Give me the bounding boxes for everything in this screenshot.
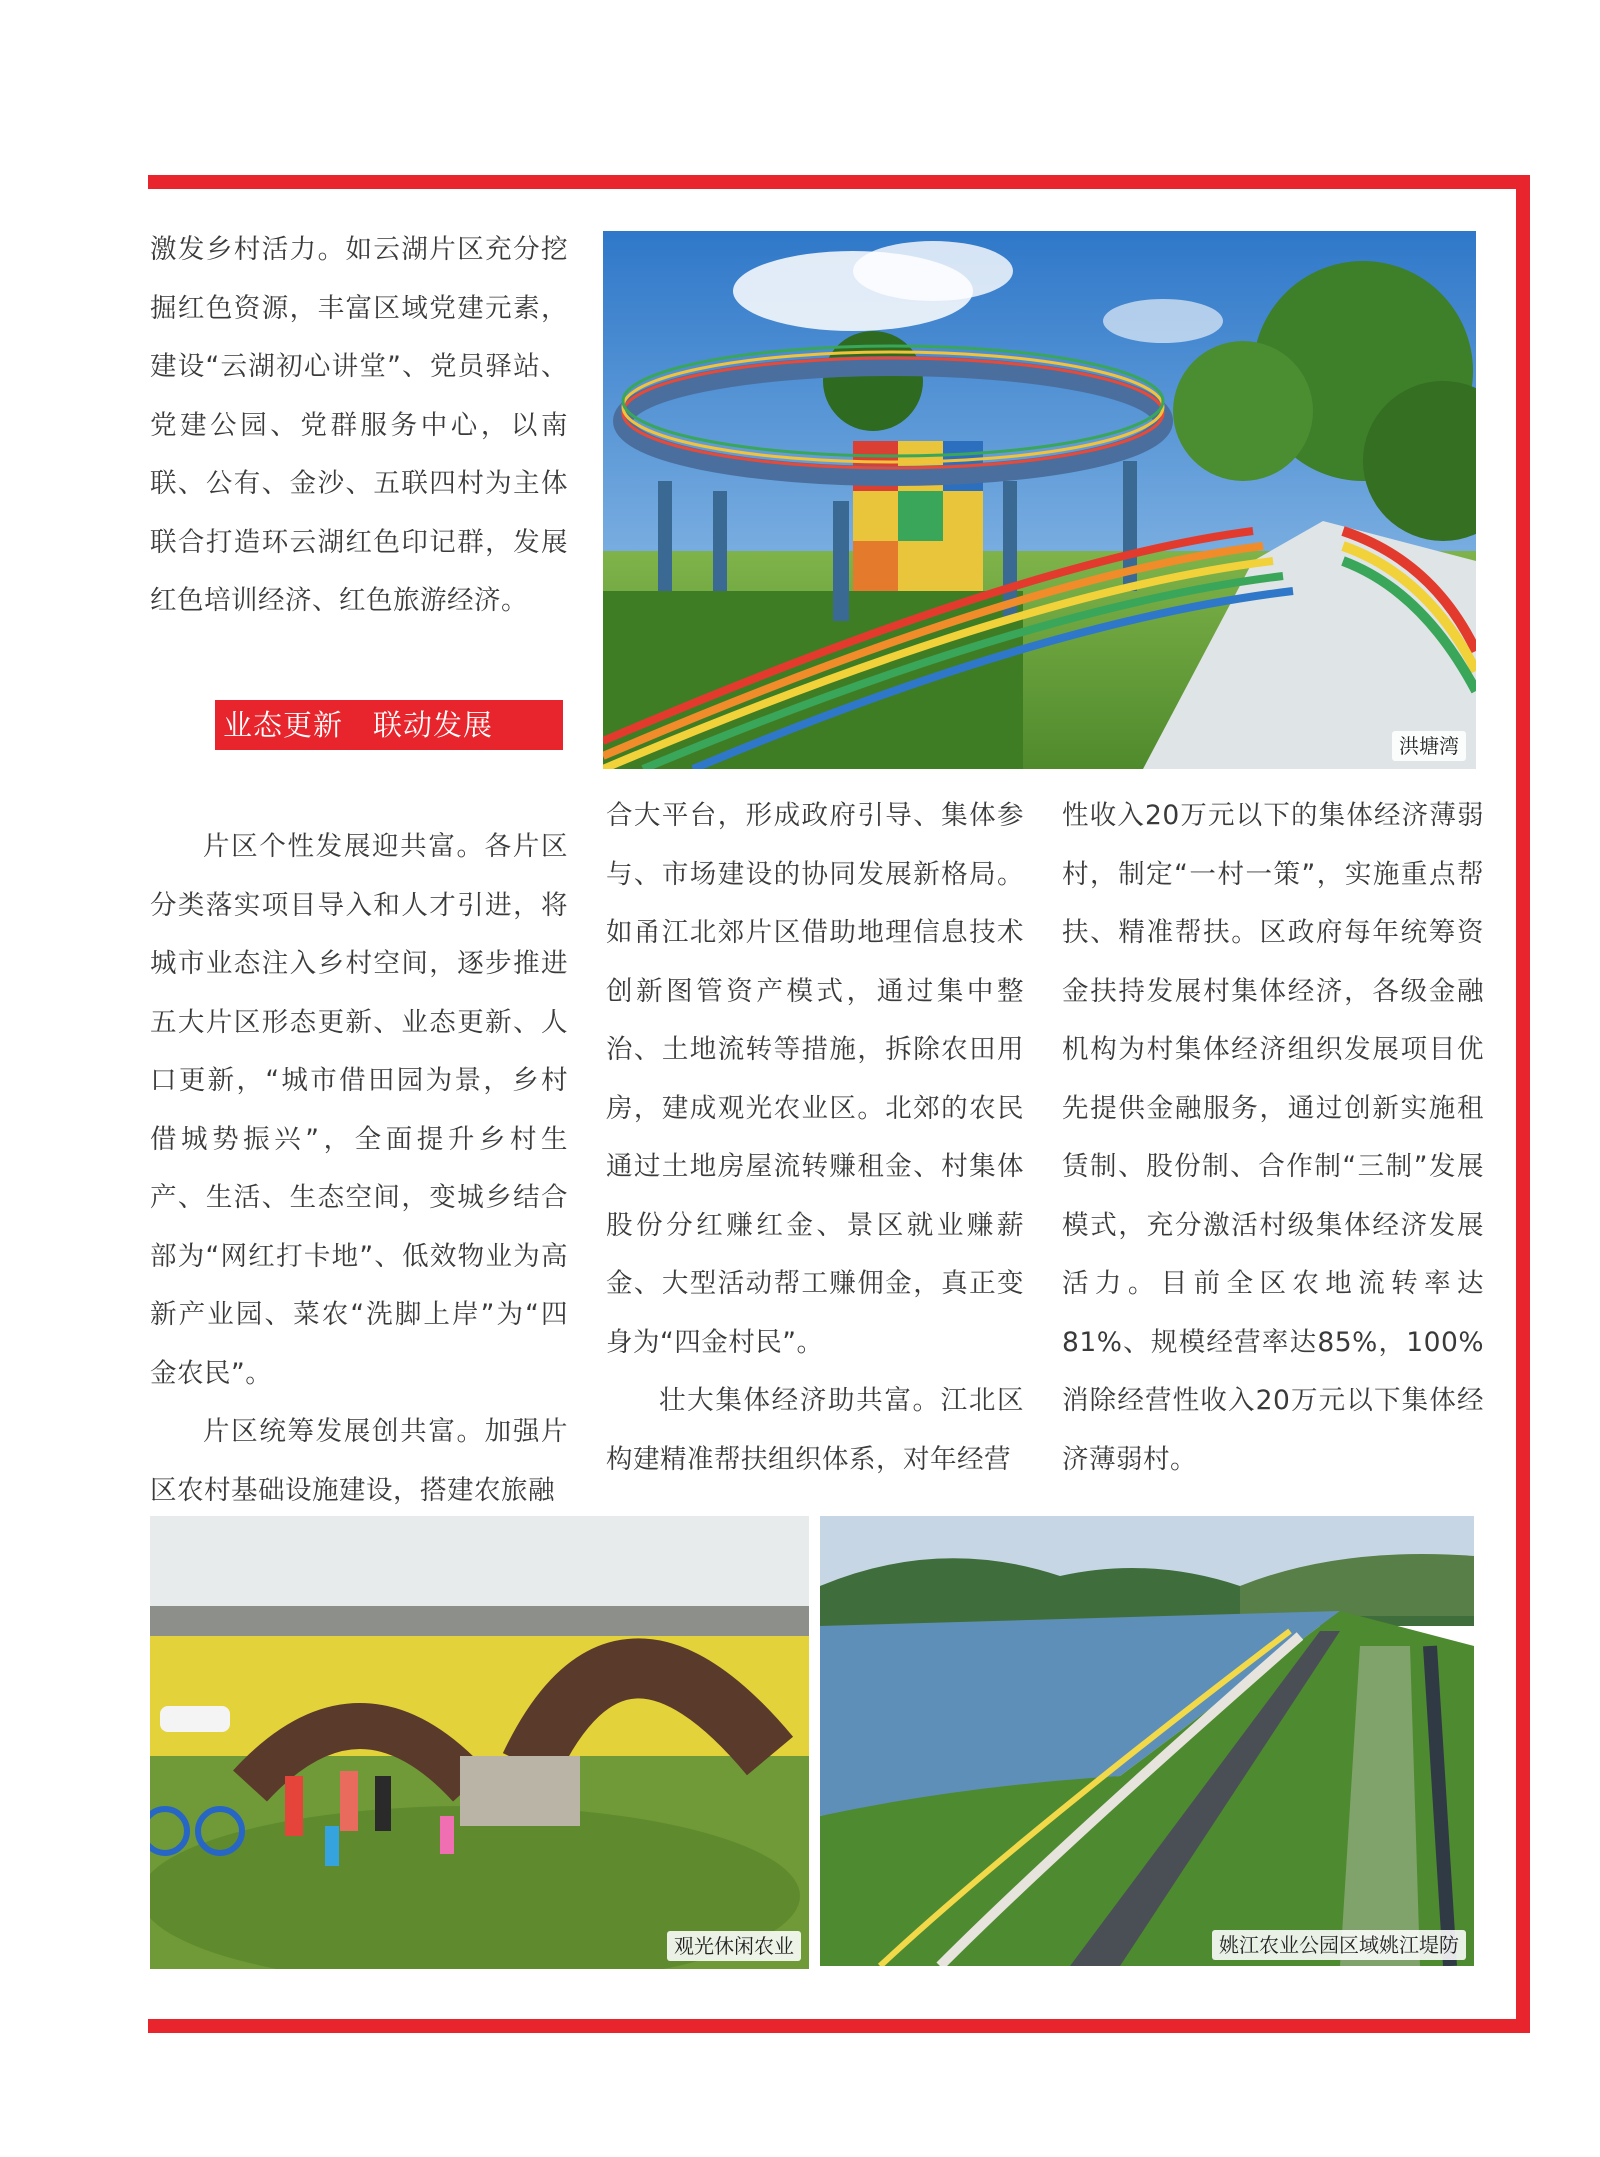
yaojiang-embankment-illustration (820, 1516, 1474, 1966)
photo-bottom-left-caption: 观光休闲农业 (667, 1931, 801, 1961)
top-left-column (150, 221, 568, 631)
photo-top-caption: 洪塘湾 (1392, 731, 1466, 761)
top-left-paragraph: 激发乡村活力。如云湖片区充分挖掘红色资源，丰富区域党建元素，建设“云湖初心讲堂”、党员驿站、党建公园、党群服务中心，以南联、公有、金沙、五联四村为主体联合打造环云湖红色印记群，发展红色培训经济、红色旅游经济。 (150, 234, 568, 616)
photo-sightseeing-agriculture (150, 1516, 809, 1969)
right-column (1062, 787, 1484, 1489)
mid-paragraph-1: 合大平台，形成政府引导、集体参与、市场建设的协同发展新格局。如甬江北郊片区借助地理信息技术创新图管资产模式，通过集中整治、土地流转等措施，拆除农田用房，建成观光农业区。北郊的农民通过土地房屋流转赚租金、村集体股份分红赚红金、景区就业赚薪金、大型活动帮工赚佣金，真正变身为“四金村民”。 (606, 800, 1024, 1358)
photo-yaojiang-embankment (820, 1516, 1474, 1966)
left-paragraph-1: 片区个性发展迎共富。各片区分类落实项目导入和人才引进，将城市业态注入乡村空间，逐步推进五大片区形态更新、业态更新、人口更新，“城市借田园为景，乡村借城势振兴”，全面提升乡村生产、生活、生态空间，变城乡结合部为“网红打卡地”、低效物业为高新产业园、菜农“洗脚上岸”为“四金农民”。 (150, 831, 568, 1389)
frame-right-bar (1516, 175, 1530, 2033)
sightseeing-agriculture-illustration (150, 1516, 809, 1969)
frame-top-bar (148, 175, 1530, 189)
section-title-banner (215, 700, 563, 750)
right-paragraph: 性收入20万元以下的集体经济薄弱村，制定“一村一策”，实施重点帮扶、精准帮扶。区政府每年统筹资金扶持发展村集体经济，各级金融机构为村集体经济组织发展项目优先提供金融服务，通过创新实施租赁制、股份制、合作制“三制”发展模式，充分激活村级集体经济发展活力。目前全区农地流转率达81%、规模经营率达85%，100%消除经营性收入20万元以下集体经济薄弱村。 (1062, 800, 1484, 1475)
frame-bottom-bar (148, 2019, 1530, 2033)
section-title: 业态更新 联动发展 (223, 708, 494, 742)
photo-rainbow-walkway (603, 231, 1476, 769)
mid-paragraph-2: 壮大集体经济助共富。江北区构建精准帮扶组织体系，对年经营 (606, 1385, 1024, 1475)
photo-bottom-right-caption: 姚江农业公园区域姚江堤防 (1212, 1930, 1466, 1960)
left-paragraph-2: 片区统筹发展创共富。加强片区农村基础设施建设，搭建农旅融 (150, 1416, 568, 1506)
left-column (150, 818, 568, 1520)
rainbow-walkway-illustration (603, 231, 1476, 769)
middle-column (606, 787, 1024, 1489)
